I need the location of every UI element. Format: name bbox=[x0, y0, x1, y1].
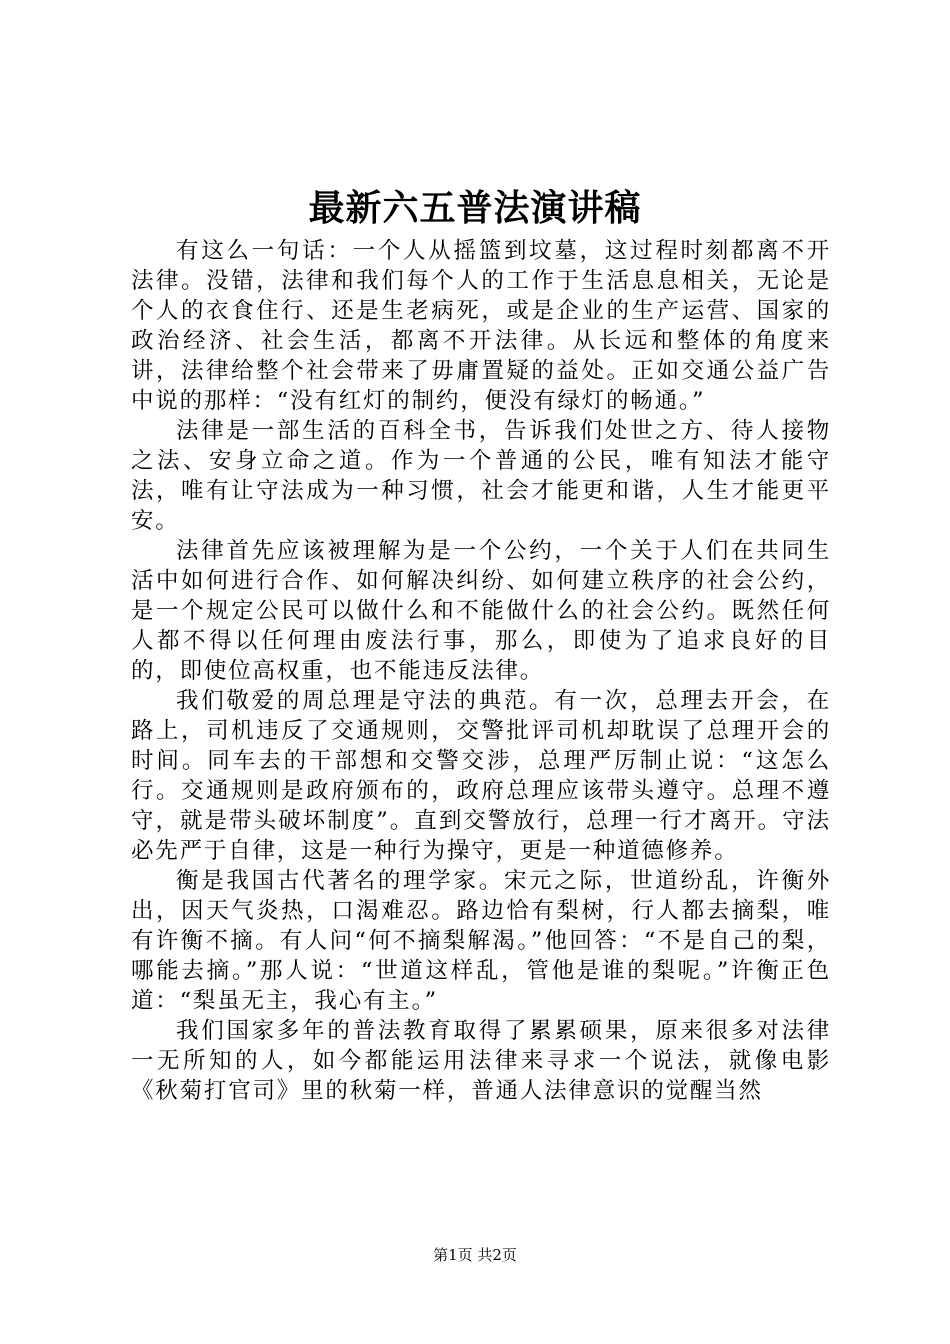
paragraph-2: 法律是一部生活的百科全书，告诉我们处世之方、待人接物之法、安身立命之道。作为一个普通的公民，唯有知法才能守法，唯有让守法成为一种习惯，社会才能更和谐，人生才能更平安。 bbox=[131, 418, 831, 534]
page-footer: 第1页 共2页 bbox=[433, 1246, 517, 1264]
paragraph-3: 法律首先应该被理解为是一个公约，一个关于人们在共同生活中如何进行合作、如何解决纠纷、如何建立秩序的社会公约，是一个规定公民可以做什么和不能做什么的社会公约。既然任何人都不得以任何理由废法行事，那么，即使为了追求良好的目的，即使位高权重，也不能违反法律。 bbox=[131, 538, 831, 684]
paragraph-6: 我们国家多年的普法教育取得了累累硕果，原来很多对法律一无所知的人，如今都能运用法律来寻求一个说法，就像电影《秋菊打官司》里的秋菊一样，普通人法律意识的觉醒当然 bbox=[131, 1018, 831, 1104]
paragraph-1: 有这么一句话：一个人从摇篮到坟墓，这过程时刻都离不开法律。没错，法律和我们每个人的工作于生活息息相关，无论是个人的衣食住行、还是生老病死，或是企业的生产运营、国家的政治经济、社会生活，都离不开法律。从长远和整体的角度来讲，法律给整个社会带来了毋庸置疑的益处。正如交通公益广告中说的那样：“没有红灯的制约，便没有绿灯的畅通。” bbox=[131, 238, 831, 414]
paragraph-4: 我们敬爱的周总理是守法的典范。有一次，总理去开会，在路上，司机违反了交通规则，交警批评司机却耽误了总理开会的时间。同车去的干部想和交警交涉，总理严厉制止说：“这怎么行。交通规则是政府颁布的，政府总理应该带头遵守。总理不遵守，就是带头破坏制度”。直到交警放行，总理一行才离开。守法必先严于自律，这是一种行为操守，更是一种道德修养。 bbox=[131, 688, 831, 864]
document-body bbox=[131, 236, 831, 1106]
paragraph-5: 衡是我国古代著名的理学家。宋元之际，世道纷乱，许衡外出，因天气炎热，口渴难忍。路边恰有梨树，行人都去摘梨，唯有许衡不摘。有人问“何不摘梨解渴。”他回答：“不是自己的梨，哪能去摘。”那人说：“世道这样乱，管他是谁的梨呢。”许衡正色道：“梨虽无主，我心有主。” bbox=[131, 868, 831, 1014]
document-title: 最新六五普法演讲稿 bbox=[308, 187, 642, 229]
